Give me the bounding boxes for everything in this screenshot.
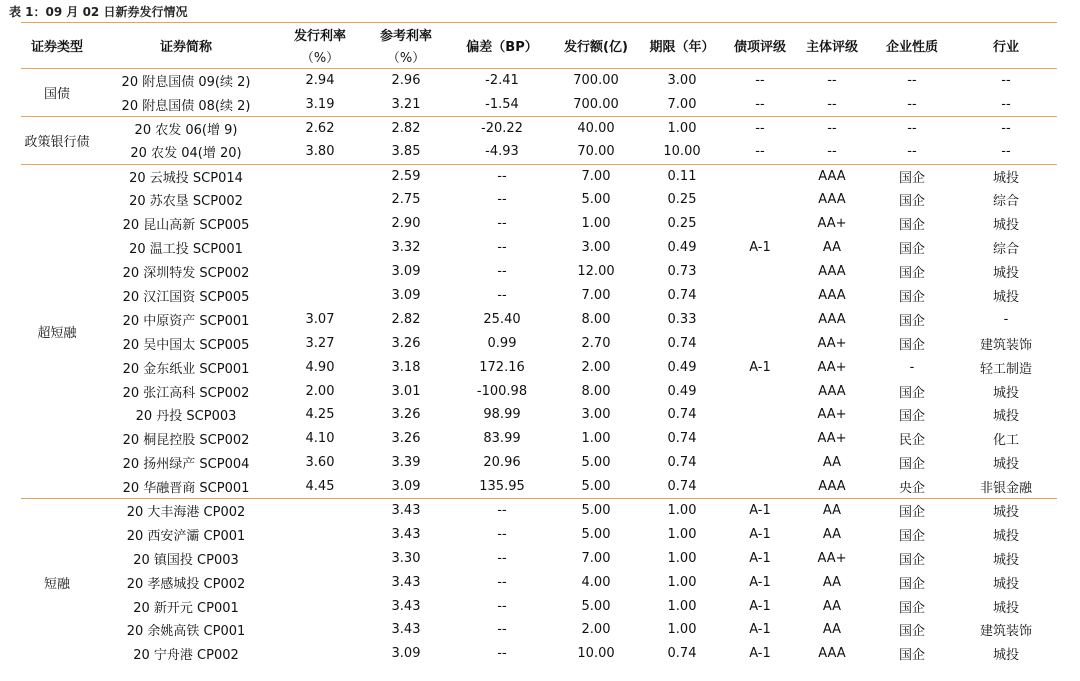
- issue-amount-cell: 3.00: [581, 240, 611, 256]
- issuer-rating-cell: --: [795, 116, 869, 140]
- issue-amount-cell: 4.00: [581, 574, 611, 590]
- ownership-cell: 国企: [898, 242, 925, 258]
- industry-cell: 建筑装饰: [979, 624, 1032, 640]
- issuer-rating-cell: AA: [822, 240, 842, 256]
- bond-rating-cell: [725, 212, 795, 236]
- group-3: [21, 499, 1057, 666]
- bond-rating-cell: [725, 331, 795, 355]
- deviation-cell: --: [497, 550, 507, 566]
- issue-rate-cell: 3.19: [305, 96, 335, 112]
- reference-rate-cell: 3.32: [391, 240, 421, 256]
- issue-rate-cell: 4.25: [305, 407, 335, 423]
- security-name-cell: 20 附息国债 09(续 2): [93, 69, 279, 93]
- category-cell: 短融: [21, 499, 93, 666]
- security-name-cell: 20 桐昆控股 SCP002: [122, 433, 250, 449]
- reference-rate-cell: 3.26: [391, 431, 421, 447]
- issuer-rating-cell: AAA: [795, 164, 869, 188]
- reference-rate-cell: 3.21: [391, 96, 421, 112]
- term-cell: 0.74: [667, 646, 697, 662]
- header-bond-rating: 债项评级: [725, 23, 795, 69]
- industry-cell: --: [955, 69, 1057, 93]
- table-row: [21, 499, 1057, 523]
- deviation-cell: --: [497, 574, 507, 590]
- term-cell: 1.00: [667, 550, 697, 566]
- issue-amount-cell: 5.00: [581, 455, 611, 471]
- security-name-cell: 20 云城投 SCP014: [93, 164, 279, 188]
- issue-rate-cell: [279, 642, 361, 666]
- table-row: [21, 355, 1057, 379]
- industry-cell: 城投: [992, 409, 1019, 425]
- industry-cell: 城投: [992, 289, 1019, 305]
- reference-rate-cell: 3.09: [391, 478, 421, 494]
- reference-rate-cell: 2.59: [361, 164, 451, 188]
- issue-rate-cell: 2.62: [279, 116, 361, 140]
- table-row: [21, 475, 1057, 499]
- industry-cell: --: [1001, 96, 1011, 112]
- industry-cell: --: [955, 116, 1057, 140]
- issue-rate-cell: 3.80: [305, 144, 335, 160]
- deviation-cell: 25.40: [483, 311, 521, 327]
- security-name-cell: 20 农发 04(增 20): [130, 146, 242, 162]
- bond-rating-cell: A-1: [725, 499, 795, 523]
- issuer-rating-cell: --: [795, 69, 869, 93]
- ownership-cell: --: [907, 144, 917, 160]
- bond-rating-cell: --: [725, 116, 795, 140]
- issue-amount-cell: 7.00: [581, 550, 611, 566]
- security-name-cell: 20 附息国债 08(续 2): [121, 98, 251, 114]
- ownership-cell: 国企: [898, 648, 925, 664]
- category-cell: 国债: [21, 69, 93, 117]
- ownership-cell: 国企: [898, 528, 925, 544]
- table-row: [21, 570, 1057, 594]
- reference-rate-cell: 3.43: [391, 598, 421, 614]
- ownership-cell: --: [907, 96, 917, 112]
- header-reference-rate: 参考利率: [361, 23, 451, 46]
- term-cell: 0.11: [639, 164, 725, 188]
- industry-cell: 城投: [992, 600, 1019, 616]
- term-cell: 10.00: [663, 144, 701, 160]
- security-name-cell: 20 中原资产 SCP001: [122, 313, 250, 329]
- table-caption: 表 1：09 月 02 日新券发行情况: [9, 5, 188, 19]
- issue-rate-cell: 4.90: [305, 359, 335, 375]
- security-name-cell: 20 镇国投 CP003: [133, 552, 239, 568]
- term-cell: 1.00: [667, 574, 697, 590]
- industry-cell: 城投: [992, 528, 1019, 544]
- issue-amount-cell: 2.70: [581, 335, 611, 351]
- bond-rating-cell: --: [755, 96, 765, 112]
- table-row: [21, 642, 1057, 666]
- table-row: [21, 427, 1057, 451]
- table-row: [21, 522, 1057, 546]
- bond-rating-cell: A-1: [749, 574, 771, 590]
- security-name-cell: 20 昆山高新 SCP005: [122, 218, 250, 234]
- issue-rate-cell: [279, 594, 361, 618]
- issue-rate-cell: [279, 212, 361, 236]
- deviation-cell: 20.96: [483, 455, 521, 471]
- industry-cell: 建筑装饰: [979, 337, 1032, 353]
- industry-cell: 综合: [992, 194, 1019, 210]
- ownership-cell: 央企: [898, 480, 925, 496]
- header-security-name: 证券简称: [93, 23, 279, 69]
- issue-amount-cell: 1.00: [581, 216, 611, 232]
- reference-rate-cell: 2.96: [361, 69, 451, 93]
- term-cell: 0.49: [667, 383, 697, 399]
- deviation-cell: --: [451, 164, 553, 188]
- header-ownership: 企业性质: [869, 23, 955, 69]
- industry-cell: 非银金融: [979, 480, 1032, 496]
- ownership-cell: 国企: [869, 164, 955, 188]
- term-cell: 1.00: [667, 598, 697, 614]
- table-row: [21, 594, 1057, 618]
- term-cell: 0.74: [667, 407, 697, 423]
- issue-rate-cell: 3.27: [305, 335, 335, 351]
- header-issue-amount: 发行额(亿): [553, 23, 639, 69]
- deviation-cell: --: [497, 622, 507, 638]
- security-name-cell: 20 金东纸业 SCP001: [122, 361, 250, 377]
- issue-amount-cell: 12.00: [577, 264, 615, 280]
- term-cell: 0.73: [667, 264, 697, 280]
- bond-rating-cell: --: [755, 144, 765, 160]
- security-name-cell: 20 深圳特发 SCP002: [122, 266, 250, 282]
- term-cell: 3.00: [639, 69, 725, 93]
- issue-amount-cell: 70.00: [577, 144, 615, 160]
- ownership-cell: 国企: [898, 337, 925, 353]
- deviation-cell: --: [497, 192, 507, 208]
- industry-cell: 化工: [992, 433, 1019, 449]
- issue-rate-cell: [279, 546, 361, 570]
- issue-amount-cell: 10.00: [577, 646, 615, 662]
- table-row: [21, 403, 1057, 427]
- deviation-cell: --: [497, 526, 507, 542]
- reference-rate-cell: 2.90: [391, 216, 421, 232]
- issuer-rating-cell: AA+: [817, 407, 847, 423]
- bond-rating-cell: [725, 260, 795, 284]
- ownership-cell: -: [909, 359, 915, 375]
- industry-cell: 城投: [992, 385, 1019, 401]
- term-cell: 0.49: [667, 240, 697, 256]
- group-2: [21, 164, 1057, 498]
- bond-rating-cell: [725, 475, 795, 499]
- table-row: [21, 164, 1057, 188]
- category-cell: 政策银行债: [21, 116, 93, 164]
- issue-rate-cell: [279, 284, 361, 308]
- deviation-cell: -1.54: [485, 96, 519, 112]
- reference-rate-cell: 2.82: [361, 116, 451, 140]
- table-row: [21, 618, 1057, 642]
- issue-amount-cell: 5.00: [581, 526, 611, 542]
- ownership-cell: 国企: [869, 499, 955, 523]
- table-row: [21, 188, 1057, 212]
- security-name-cell: 20 大丰海港 CP002: [93, 499, 279, 523]
- table-row: [21, 307, 1057, 331]
- term-cell: 0.25: [667, 216, 697, 232]
- issue-amount-cell: 7.00: [581, 287, 611, 303]
- header-reference-rate-unit: （%）: [361, 46, 451, 69]
- term-cell: 1.00: [639, 116, 725, 140]
- ownership-cell: 国企: [898, 313, 925, 329]
- reference-rate-cell: 3.09: [391, 646, 421, 662]
- deviation-cell: 135.95: [479, 478, 525, 494]
- security-name-cell: 20 汉江国资 SCP005: [122, 289, 250, 305]
- issuer-rating-cell: AA+: [817, 216, 847, 232]
- issue-rate-cell: 4.45: [305, 478, 335, 494]
- reference-rate-cell: 3.43: [391, 526, 421, 542]
- ownership-cell: 国企: [898, 409, 925, 425]
- reference-rate-cell: 3.09: [391, 264, 421, 280]
- bond-rating-cell: A-1: [749, 359, 771, 375]
- term-cell: 0.74: [667, 431, 697, 447]
- reference-rate-cell: 3.01: [391, 383, 421, 399]
- reference-rate-cell: 3.09: [391, 287, 421, 303]
- reference-rate-cell: 3.30: [391, 550, 421, 566]
- issue-amount-cell: 5.00: [581, 598, 611, 614]
- issuer-rating-cell: AAA: [818, 478, 846, 494]
- group-1: [21, 116, 1057, 164]
- term-cell: 1.00: [639, 499, 725, 523]
- term-cell: 0.74: [667, 335, 697, 351]
- deviation-cell: -100.98: [476, 383, 528, 399]
- term-cell: 0.25: [667, 192, 697, 208]
- issue-rate-cell: [279, 260, 361, 284]
- issue-amount-cell: 3.00: [581, 407, 611, 423]
- reference-rate-cell: 2.82: [391, 311, 421, 327]
- ownership-cell: 国企: [898, 289, 925, 305]
- new-bond-issuance-table: [21, 22, 1057, 666]
- ownership-cell: 国企: [898, 624, 925, 640]
- table-row: [21, 379, 1057, 403]
- industry-cell: 城投: [955, 499, 1057, 523]
- header-security-type: 证券类型: [21, 23, 93, 69]
- bond-rating-cell: --: [725, 69, 795, 93]
- issuer-rating-cell: AAA: [818, 646, 846, 662]
- table-row: [21, 140, 1057, 164]
- bond-rating-cell: [725, 284, 795, 308]
- issue-rate-cell: [279, 522, 361, 546]
- issue-amount-cell: 5.00: [581, 478, 611, 494]
- issue-amount-cell: 5.00: [553, 499, 639, 523]
- deviation-cell: -4.93: [485, 144, 519, 160]
- bond-rating-cell: A-1: [749, 646, 771, 662]
- issuer-rating-cell: AA+: [817, 431, 847, 447]
- table-row: [21, 212, 1057, 236]
- industry-cell: -: [1003, 311, 1009, 327]
- term-cell: 0.74: [667, 287, 697, 303]
- ownership-cell: 国企: [898, 385, 925, 401]
- ownership-cell: 国企: [898, 552, 925, 568]
- ownership-cell: --: [869, 69, 955, 93]
- deviation-cell: -2.41: [451, 69, 553, 93]
- issue-amount-cell: 7.00: [553, 164, 639, 188]
- issuer-rating-cell: AAA: [818, 311, 846, 327]
- issue-amount-cell: 700.00: [573, 96, 619, 112]
- issuer-rating-cell: AAA: [818, 192, 846, 208]
- reference-rate-cell: 3.26: [391, 407, 421, 423]
- table-row: [21, 92, 1057, 116]
- security-name-cell: 20 余姚高铁 CP001: [126, 624, 246, 640]
- ownership-cell: 国企: [898, 218, 925, 234]
- issue-rate-cell: [279, 188, 361, 212]
- deviation-cell: 172.16: [479, 359, 525, 375]
- reference-rate-cell: 3.39: [391, 455, 421, 471]
- ownership-cell: 国企: [898, 266, 925, 282]
- industry-cell: 城投: [992, 648, 1019, 664]
- ownership-cell: 国企: [898, 457, 925, 473]
- industry-cell: 城投: [992, 457, 1019, 473]
- bond-rating-cell: A-1: [749, 526, 771, 542]
- issue-rate-cell: 3.07: [305, 311, 335, 327]
- issue-rate-cell: 2.94: [279, 69, 361, 93]
- issue-amount-cell: 5.00: [581, 192, 611, 208]
- deviation-cell: --: [497, 216, 507, 232]
- deviation-cell: 0.99: [487, 335, 517, 351]
- table-row: [21, 236, 1057, 260]
- issue-amount-cell: 2.00: [581, 359, 611, 375]
- industry-cell: 综合: [992, 242, 1019, 258]
- bond-rating-cell: A-1: [749, 550, 771, 566]
- issue-amount-cell: 1.00: [581, 431, 611, 447]
- issue-rate-cell: 4.10: [305, 431, 335, 447]
- deviation-cell: --: [451, 499, 553, 523]
- issuer-rating-cell: AAA: [818, 264, 846, 280]
- industry-cell: 城投: [992, 552, 1019, 568]
- issue-rate-cell: [279, 499, 361, 523]
- industry-cell: --: [1001, 144, 1011, 160]
- bond-rating-cell: A-1: [749, 598, 771, 614]
- issue-rate-cell: [279, 570, 361, 594]
- issue-rate-cell: [279, 236, 361, 260]
- issuer-rating-cell: AA: [822, 598, 842, 614]
- term-cell: 1.00: [667, 526, 697, 542]
- security-name-cell: 20 丹投 SCP003: [135, 409, 237, 425]
- bond-rating-cell: [725, 164, 795, 188]
- header-issuer-rating: 主体评级: [795, 23, 869, 69]
- industry-cell: 城投: [992, 266, 1019, 282]
- issuer-rating-cell: --: [827, 144, 837, 160]
- header-term: 期限（年）: [639, 23, 725, 69]
- reference-rate-cell: 2.75: [391, 192, 421, 208]
- bond-rating-cell: A-1: [749, 622, 771, 638]
- table-row: [21, 260, 1057, 284]
- category-cell: 超短融: [21, 164, 93, 498]
- bond-rating-cell: [725, 451, 795, 475]
- bond-rating-cell: [725, 403, 795, 427]
- deviation-cell: --: [497, 264, 507, 280]
- table-header: [21, 23, 1057, 69]
- ownership-cell: 国企: [898, 600, 925, 616]
- term-cell: 1.00: [667, 622, 697, 638]
- issue-amount-cell: 40.00: [553, 116, 639, 140]
- issuer-rating-cell: AA+: [817, 359, 847, 375]
- issuer-rating-cell: AA: [822, 526, 842, 542]
- bond-rating-cell: [725, 307, 795, 331]
- issue-amount-cell: 2.00: [581, 622, 611, 638]
- issue-amount-cell: 700.00: [553, 69, 639, 93]
- reference-rate-cell: 3.43: [391, 574, 421, 590]
- reference-rate-cell: 3.26: [391, 335, 421, 351]
- term-cell: 7.00: [667, 96, 697, 112]
- deviation-cell: --: [497, 646, 507, 662]
- issue-rate-cell: [279, 164, 361, 188]
- group-0: [21, 69, 1057, 117]
- bond-rating-cell: [725, 427, 795, 451]
- security-name-cell: 20 华融晋商 SCP001: [122, 480, 250, 496]
- security-name-cell: 20 农发 06(增 9): [93, 116, 279, 140]
- security-name-cell: 20 宁舟港 CP002: [133, 648, 239, 664]
- security-name-cell: 20 扬州绿产 SCP004: [122, 457, 250, 473]
- table-row: [21, 546, 1057, 570]
- table-row: [21, 69, 1057, 93]
- table-row: [21, 331, 1057, 355]
- term-cell: 0.49: [667, 359, 697, 375]
- ownership-cell: 国企: [898, 194, 925, 210]
- issuer-rating-cell: AA: [795, 499, 869, 523]
- security-name-cell: 20 孝感城投 CP002: [126, 576, 246, 592]
- reference-rate-cell: 3.43: [361, 499, 451, 523]
- issue-amount-cell: 8.00: [581, 383, 611, 399]
- term-cell: 0.33: [667, 311, 697, 327]
- security-name-cell: 20 苏农垦 SCP002: [129, 194, 243, 210]
- security-name-cell: 20 西安浐灞 CP001: [126, 528, 246, 544]
- issuer-rating-cell: AA: [822, 622, 842, 638]
- issue-rate-cell: 2.00: [305, 383, 335, 399]
- deviation-cell: --: [497, 240, 507, 256]
- security-name-cell: 20 新开元 CP001: [133, 600, 239, 616]
- term-cell: 0.74: [667, 478, 697, 494]
- issue-rate-cell: 3.60: [305, 455, 335, 471]
- bond-rating-cell: [725, 379, 795, 403]
- issue-rate-cell: [279, 618, 361, 642]
- header-industry: 行业: [955, 23, 1057, 69]
- issuer-rating-cell: AA: [822, 574, 842, 590]
- bond-rating-cell: [725, 188, 795, 212]
- header-issue-rate-unit: （%）: [279, 46, 361, 69]
- issuer-rating-cell: AA+: [817, 335, 847, 351]
- header-issue-rate: 发行利率: [279, 23, 361, 46]
- issue-amount-cell: 8.00: [581, 311, 611, 327]
- deviation-cell: -20.22: [451, 116, 553, 140]
- table-row: [21, 451, 1057, 475]
- security-name-cell: 20 吴中国太 SCP005: [122, 337, 250, 353]
- deviation-cell: --: [497, 598, 507, 614]
- ownership-cell: 民企: [898, 433, 925, 449]
- deviation-cell: --: [497, 287, 507, 303]
- table-row: [21, 116, 1057, 140]
- issuer-rating-cell: AAA: [818, 287, 846, 303]
- industry-cell: 城投: [992, 576, 1019, 592]
- security-name-cell: 20 温工投 SCP001: [129, 242, 243, 258]
- reference-rate-cell: 3.43: [391, 622, 421, 638]
- security-name-cell: 20 张江高科 SCP002: [122, 385, 250, 401]
- issuer-rating-cell: AAA: [818, 383, 846, 399]
- issuer-rating-cell: AA: [822, 455, 842, 471]
- industry-cell: 城投: [992, 218, 1019, 234]
- header-deviation: 偏差（BP）: [451, 23, 553, 69]
- bond-rating-cell: A-1: [749, 240, 771, 256]
- industry-cell: 轻工制造: [979, 361, 1032, 377]
- industry-cell: 城投: [955, 164, 1057, 188]
- term-cell: 0.74: [667, 455, 697, 471]
- table-row: [21, 284, 1057, 308]
- ownership-cell: --: [869, 116, 955, 140]
- issuer-rating-cell: AA+: [817, 550, 847, 566]
- reference-rate-cell: 3.85: [391, 144, 421, 160]
- reference-rate-cell: 3.18: [391, 359, 421, 375]
- issuer-rating-cell: --: [827, 96, 837, 112]
- ownership-cell: 国企: [898, 576, 925, 592]
- deviation-cell: 98.99: [483, 407, 521, 423]
- deviation-cell: 83.99: [483, 431, 521, 447]
